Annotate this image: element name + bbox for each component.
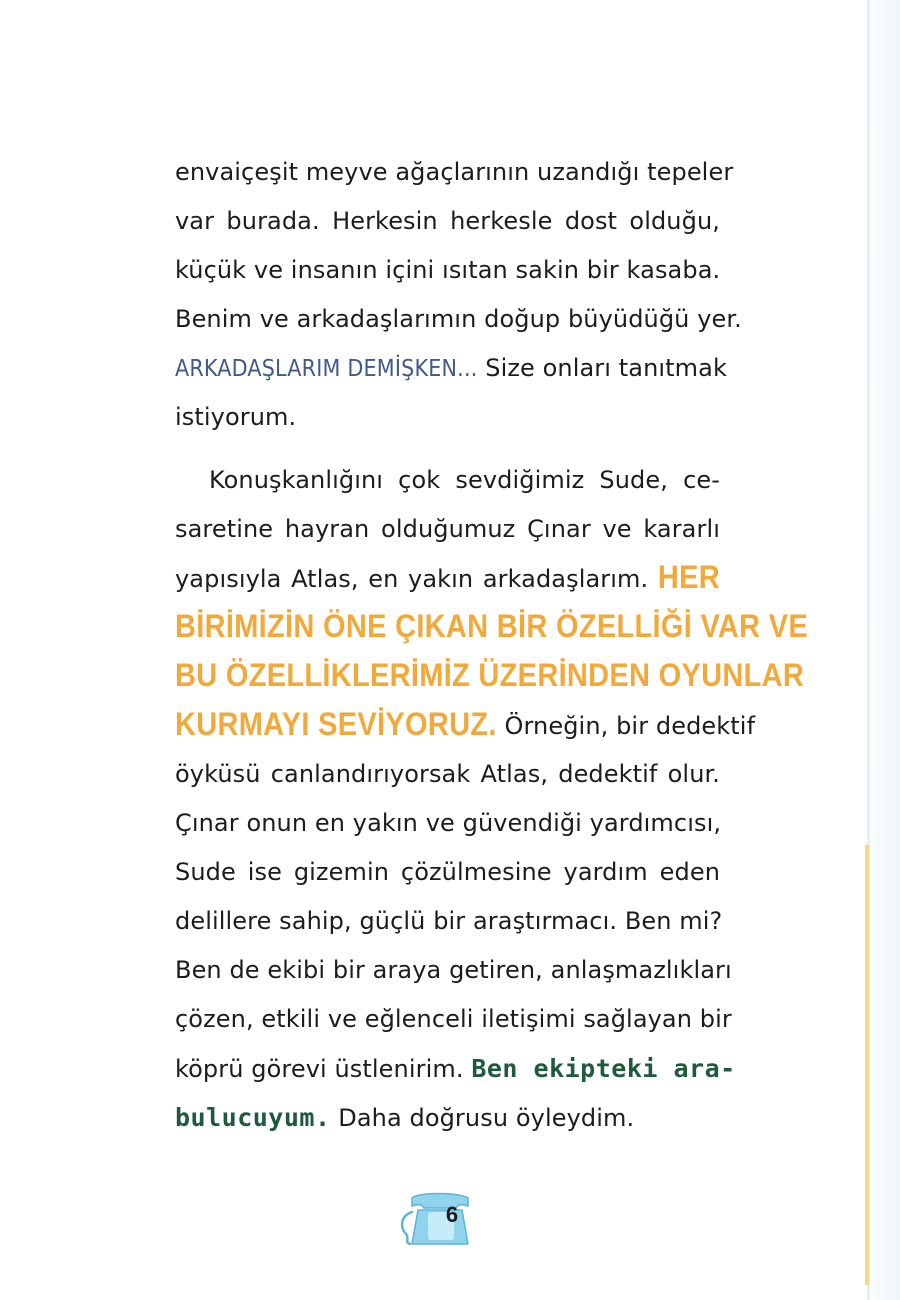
text-line [175, 799, 720, 848]
paragraph-gap [175, 442, 720, 456]
orange-text: HER [657, 560, 720, 596]
text-line [175, 995, 732, 1044]
body-text: çözen, etkili ve eğlenceli iletişimi sağlayan bir [175, 1005, 732, 1033]
text-line [175, 344, 727, 393]
text-line [175, 750, 720, 799]
text-line [175, 393, 720, 442]
spine-accent-stripe [865, 845, 869, 1285]
text-line [175, 505, 720, 554]
green-text: Ben ekipteki ara- [471, 1054, 736, 1083]
body-text: Daha doğrusu öyleydim. [330, 1104, 635, 1132]
text-line [175, 1093, 720, 1142]
body-text: Size onları tanıtmak [477, 354, 727, 382]
body-text: Benim ve arkadaşlarımın doğup büyüdüğü yer. [175, 305, 742, 333]
text-line [175, 603, 809, 652]
green-text: bulucuyum. [175, 1103, 331, 1132]
body-text: köprü görevi üstlenirim. [175, 1055, 472, 1083]
text-line [175, 148, 734, 197]
text-line [175, 197, 720, 246]
body-text: istiyorum. [175, 403, 297, 431]
text-line [175, 946, 732, 995]
text-line [175, 295, 742, 344]
body-text: delillere sahip, güçlü bir araştırmacı. Ben mi? [175, 907, 723, 935]
body-text: öyküsü canlandırıyorsak Atlas, dedektif olur. [175, 760, 720, 788]
body-text: Ben de ekibi bir araya getiren, anlaşmazlıkları [175, 956, 732, 984]
text-line [175, 701, 756, 750]
text-line [175, 1044, 736, 1093]
body-text: Sude ise gizemin çözülmesine yardım eden [175, 858, 720, 886]
page-number: 6 [445, 1202, 459, 1227]
body-text: Konuşkanlığını çok sevdiğimiz Sude, ce- [209, 466, 720, 494]
body-text: Çınar onun en yakın ve güvendiği yardımcısı, [175, 809, 722, 837]
body-text: küçük ve insanın içini ısıtan sakin bir kasaba. [175, 256, 721, 284]
text-line [175, 848, 720, 897]
body-text: yapısıyla Atlas, en yakın arkadaşlarım. [175, 565, 658, 593]
orange-text: KURMAYI SEVİYORUZ. [175, 707, 497, 743]
orange-text: BİRİMİZİN ÖNE ÇIKAN BİR ÖZELLİĞİ VAR VE [175, 609, 809, 645]
page-number-badge [398, 1188, 478, 1248]
text-line [175, 652, 805, 701]
text-line [175, 554, 720, 603]
story-text [175, 148, 809, 1142]
blue-caps-text: ARKADAŞLARIM DEMİŞKEN... [175, 356, 478, 382]
body-text: saretine hayran olduğumuz Çınar ve kararlı [175, 515, 720, 543]
body-text: Örneğin, bir dedektif [496, 712, 756, 740]
text-line [175, 456, 720, 505]
orange-text: BU ÖZELLİKLERİMİZ ÜZERİNDEN OYUNLAR [175, 658, 805, 694]
text-line [175, 897, 723, 946]
text-line [175, 246, 720, 295]
body-text: var burada. Herkesin herkesle dost olduğu, [175, 207, 720, 235]
body-text: envaiçeşit meyve ağaçlarının uzandığı tepeler [175, 158, 734, 186]
